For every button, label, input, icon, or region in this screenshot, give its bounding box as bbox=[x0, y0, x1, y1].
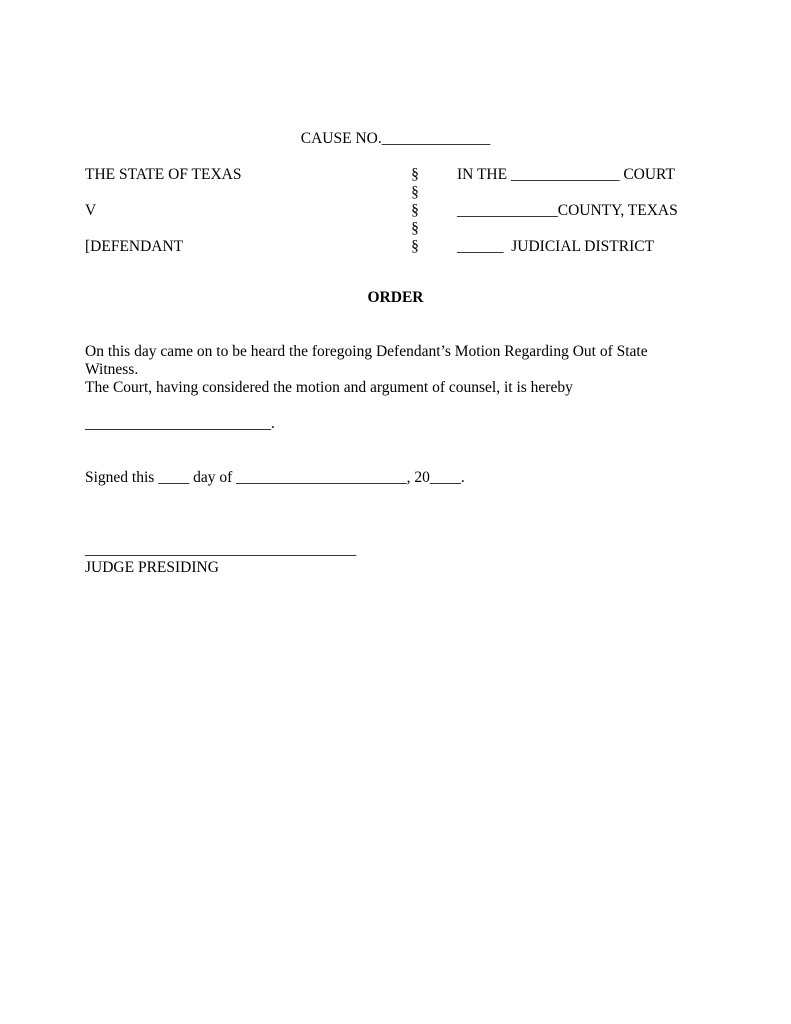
cause-number: CAUSE NO.______________ bbox=[300, 130, 491, 147]
order-title: ORDER bbox=[367, 289, 424, 306]
caption-plaintiff: THE STATE OF TEXAS bbox=[85, 166, 242, 183]
section-mark: § bbox=[411, 184, 419, 201]
judge-signature-line: ___________________________________ bbox=[85, 541, 357, 558]
order-paragraph-motion: On this day came on to be heard the foregoing Defendant’s Motion Regarding Out of State Witness. bbox=[85, 343, 648, 378]
ruling-blank: ________________________. bbox=[85, 415, 275, 432]
caption-court: IN THE ______________ COURT bbox=[457, 166, 675, 183]
section-mark: § bbox=[411, 202, 419, 219]
signed-date-line: Signed this ____ day of ______________________, 20____. bbox=[85, 469, 465, 486]
caption-versus: V bbox=[85, 202, 97, 219]
caption-defendant: [DEFENDANT bbox=[85, 238, 184, 255]
judge-presiding-label: JUDGE PRESIDING bbox=[85, 559, 219, 576]
caption-county: _____________COUNTY, TEXAS bbox=[457, 202, 678, 219]
section-mark: § bbox=[411, 220, 419, 237]
section-mark: § bbox=[411, 238, 419, 255]
caption-district: ______ JUDICIAL DISTRICT bbox=[457, 238, 655, 255]
section-mark: § bbox=[411, 166, 419, 183]
order-paragraph-court: The Court, having considered the motion and argument of counsel, it is hereby bbox=[85, 379, 573, 396]
